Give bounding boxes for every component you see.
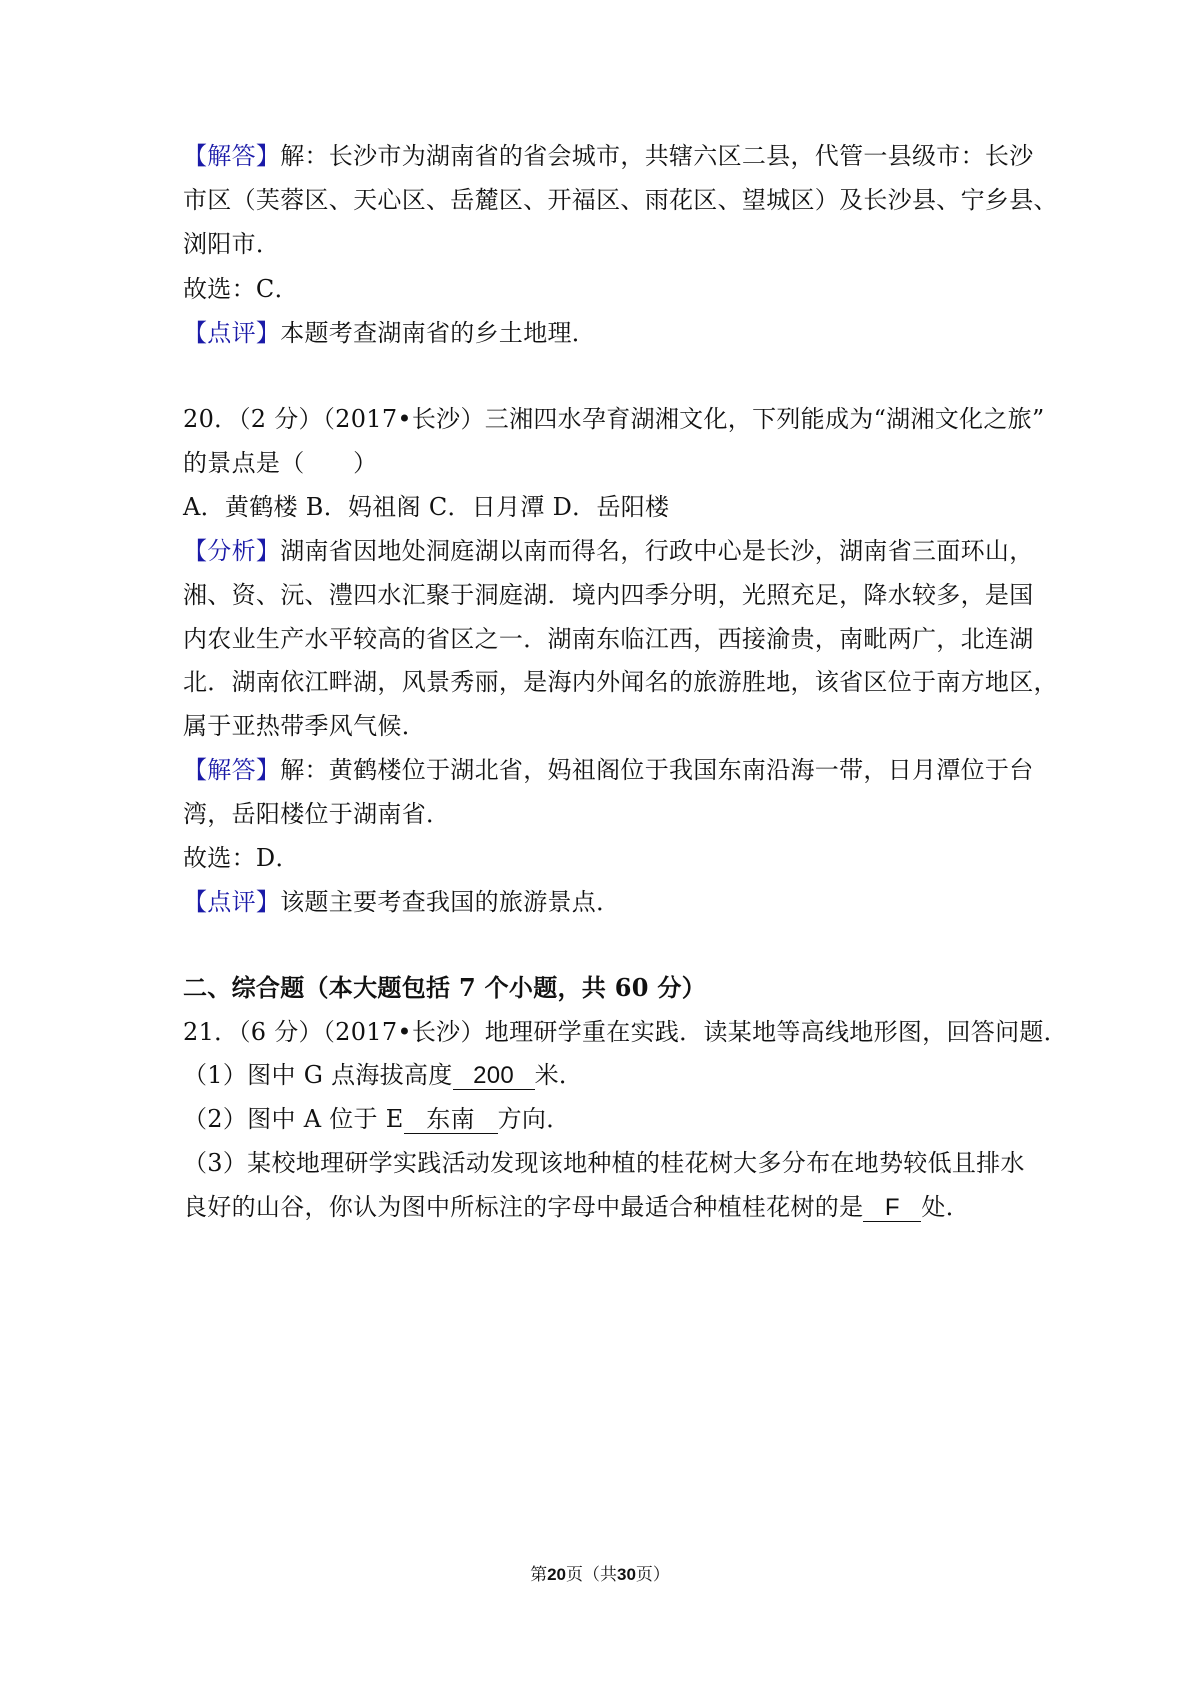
q21-part-1 bbox=[183, 1059, 583, 1091]
q21-part-2 bbox=[183, 1103, 571, 1135]
q21-part-3-line-2 bbox=[183, 1191, 970, 1223]
q19-answer-text-1: 解：长沙市为湖南省的省会城市，共辖六区二县，代管一县级市：长沙 bbox=[280, 142, 1034, 170]
comment-label: 【点评】 bbox=[183, 319, 281, 347]
footer-prefix: 第 bbox=[530, 1565, 548, 1585]
q19-answer-line-2: 市区（芙蓉区、天心区、岳麓区、开福区、雨花区、望城区）及长沙县、宁乡县、 bbox=[183, 186, 1058, 214]
q20-answer-line-1 bbox=[183, 754, 1034, 786]
q19-answer-line-1 bbox=[183, 140, 1034, 172]
footer-middle: 页（共 bbox=[566, 1565, 617, 1585]
footer-suffix: 页） bbox=[635, 1565, 670, 1585]
comment-label: 【点评】 bbox=[183, 888, 281, 916]
q21-part-1-answer: 200 bbox=[453, 1063, 535, 1090]
q21-part-3-answer: F bbox=[863, 1195, 921, 1222]
q20-answer-line-2: 湾，岳阳楼位于湖南省． bbox=[183, 800, 451, 828]
q21-part-3-text: 良好的山谷，你认为图中所标注的字母中最适合种植桂花树的是 bbox=[183, 1193, 864, 1221]
q20-answer-text-1: 解：黄鹤楼位于湖北省，妈祖阁位于我国东南沿海一带，日月潭位于台 bbox=[280, 756, 1034, 784]
page-footer bbox=[0, 1563, 1200, 1587]
q20-analysis-line-3: 内农业生产水平较高的省区之一．湖南东临江西，西接渝贵，南毗两广，北连湖 bbox=[183, 625, 1034, 653]
q20-comment-line bbox=[183, 886, 620, 918]
q20-analysis-line-4: 北．湖南依江畔湖，风景秀丽，是海内外闻名的旅游胜地，该省区位于南方地区， bbox=[183, 668, 1058, 696]
q20-analysis-line-2: 湘、资、沅、澧四水汇聚于洞庭湖．境内四季分明，光照充足，降水较多，是国 bbox=[183, 581, 1034, 609]
answer-label: 【解答】 bbox=[183, 756, 281, 784]
q21-part-2-text: （2）图中 A 位于 E bbox=[183, 1105, 404, 1133]
q19-comment-line bbox=[183, 317, 596, 349]
q20-analysis-line-5: 属于亚热带季风气候． bbox=[183, 712, 426, 740]
q20-stem-line-2: 的景点是（ ） bbox=[183, 449, 378, 477]
q21-part-2-suffix: 方向． bbox=[497, 1105, 571, 1133]
q19-answer-line-3: 浏阳市． bbox=[183, 230, 281, 258]
answer-label: 【解答】 bbox=[183, 142, 281, 170]
q19-choice: 故选：C． bbox=[183, 275, 299, 303]
q21-part-3-suffix: 处． bbox=[921, 1193, 971, 1221]
q21-part-1-unit: 米． bbox=[534, 1061, 584, 1089]
section-heading: 二、综合题（本大题包括 7 个小题，共 60 分） bbox=[183, 973, 707, 1002]
q20-analysis-line-1 bbox=[183, 535, 1034, 567]
q20-analysis-text-1: 湖南省因地处洞庭湖以南而得名，行政中心是长沙，湖南省三面环山， bbox=[280, 537, 1034, 565]
q19-comment-text: 本题考查湖南省的乡土地理． bbox=[280, 319, 597, 347]
q21-part-1-text: （1）图中 G 点海拔高度 bbox=[183, 1061, 453, 1089]
footer-total-pages: 30 bbox=[617, 1565, 636, 1584]
q20-comment-text: 该题主要考查我国的旅游景点． bbox=[280, 888, 621, 916]
q20-choice: 故选：D． bbox=[183, 844, 300, 872]
analysis-label: 【分析】 bbox=[183, 537, 281, 565]
q20-stem-line-1: 20．（2 分）（2017•长沙）三湘四水孕育湖湘文化，下列能成为“湖湘文化之旅” bbox=[183, 405, 1045, 433]
q21-part-2-answer: 东南 bbox=[404, 1107, 498, 1134]
q21-part-3-line-1: （3）某校地理研学实践活动发现该地种植的桂花树大多分布在地势较低且排水 bbox=[183, 1149, 1025, 1177]
footer-page-number: 20 bbox=[547, 1565, 566, 1584]
q20-options: A．黄鹤楼 B．妈祖阁 C．日月潭 D．岳阳楼 bbox=[183, 493, 670, 521]
q21-stem: 21．（6 分）（2017•长沙）地理研学重在实践．读某地等高线地形图，回答问题． bbox=[183, 1018, 1068, 1046]
